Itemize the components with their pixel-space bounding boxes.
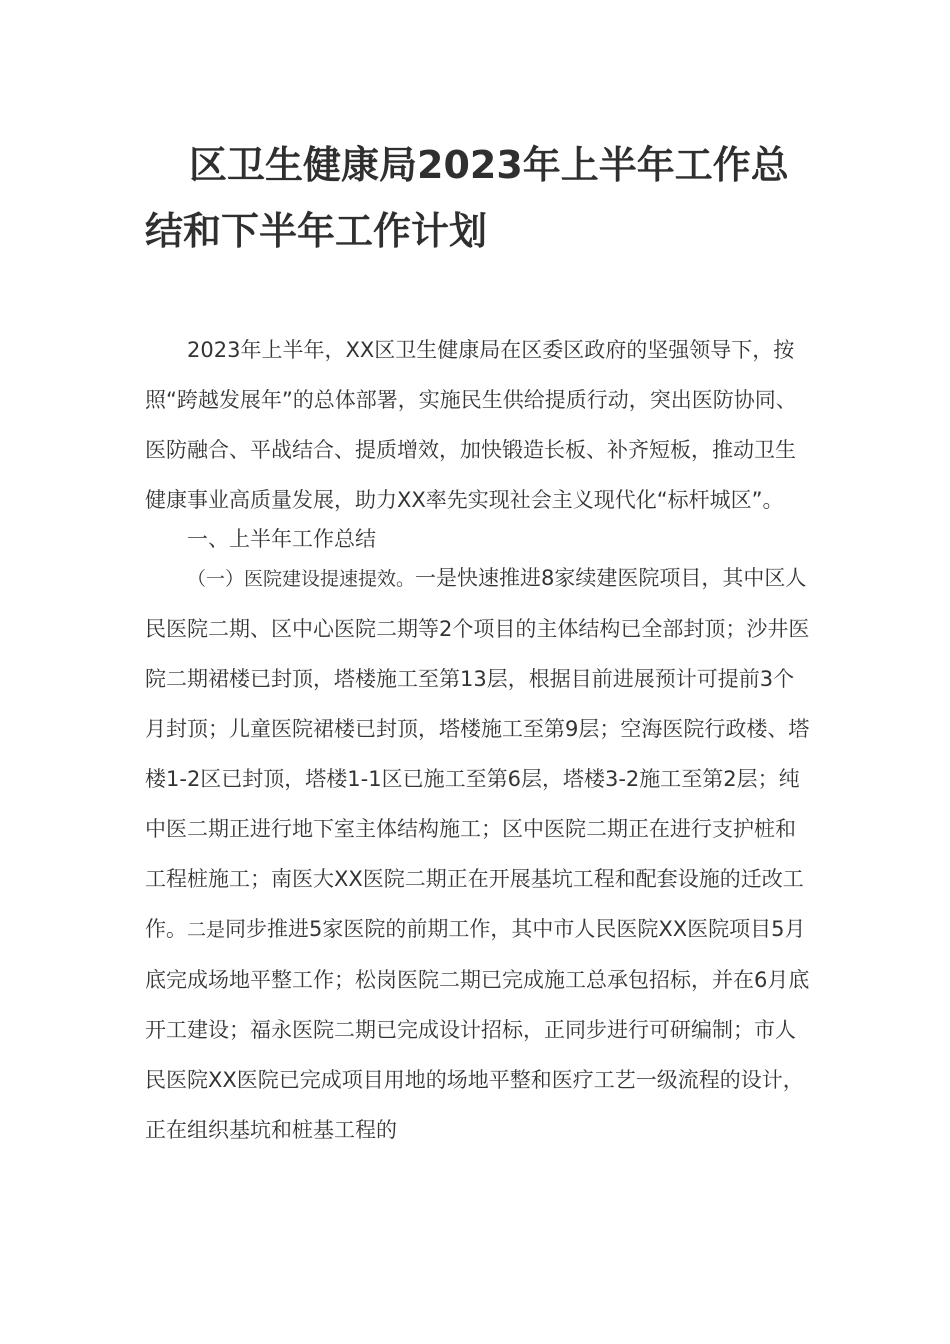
section-heading: 一、上半年工作总结 xyxy=(187,527,376,551)
subsection-heading: （一）医院建设提速提效。 xyxy=(187,568,416,590)
subsection-part2-text: 同步推进5家医院的前期工作，其中市人民医院XX医院项目5月底完成场地平整工作；松岗医院二期已完成施工总承包招标，并在6月底开工建设；福永医院二期已完成设计招标，正同步进行可研编制；市人民医院XX医院已完成项目用地的场地平整和医疗工艺一级流程的设计，正在组织基坑和桩基工程的 xyxy=(145,917,810,1142)
document-body xyxy=(145,325,810,1155)
intro-paragraph: 2023年上半年，XX区卫生健康局在区委区政府的坚强领导下，按照“跨越发展年”的总体部署，实施民生供给提质行动，突出医防协同、医防融合、平战结合、提质增效，加快锻造长板、补齐短板，推动卫生健康事业高质量发展，助力XX率先实现社会主义现代化“标杆城区”。 xyxy=(145,338,797,512)
subsection-part1-text: 一是快速推进8家续建医院项目，其中区人民医院二期、区中心医院二期等2个项目的主体结构已全部封顶；沙井医院二期裙楼已封顶，塔楼施工至第13层，根据目前进展预计可提前3个月封顶；儿童医院裙楼已封顶，塔楼施工至第9层；空海医院行政楼、塔楼1-2区已封顶，塔楼1-1区已施工至第6层，塔楼3-2施工至第2层；纯中医二期正进行地下室主体结构施工；区中医院二期正在进行支护桩和工程桩施工；南医大XX医院二期正在开展基坑工程和配套设施的迁改工作。 xyxy=(145,566,810,941)
subsection-paragraph xyxy=(145,553,810,1155)
subsection-part2-lead: 二是 xyxy=(187,919,226,941)
document-title: 区卫生健康局2023年上半年工作总结和下半年工作计划 xyxy=(145,143,789,253)
